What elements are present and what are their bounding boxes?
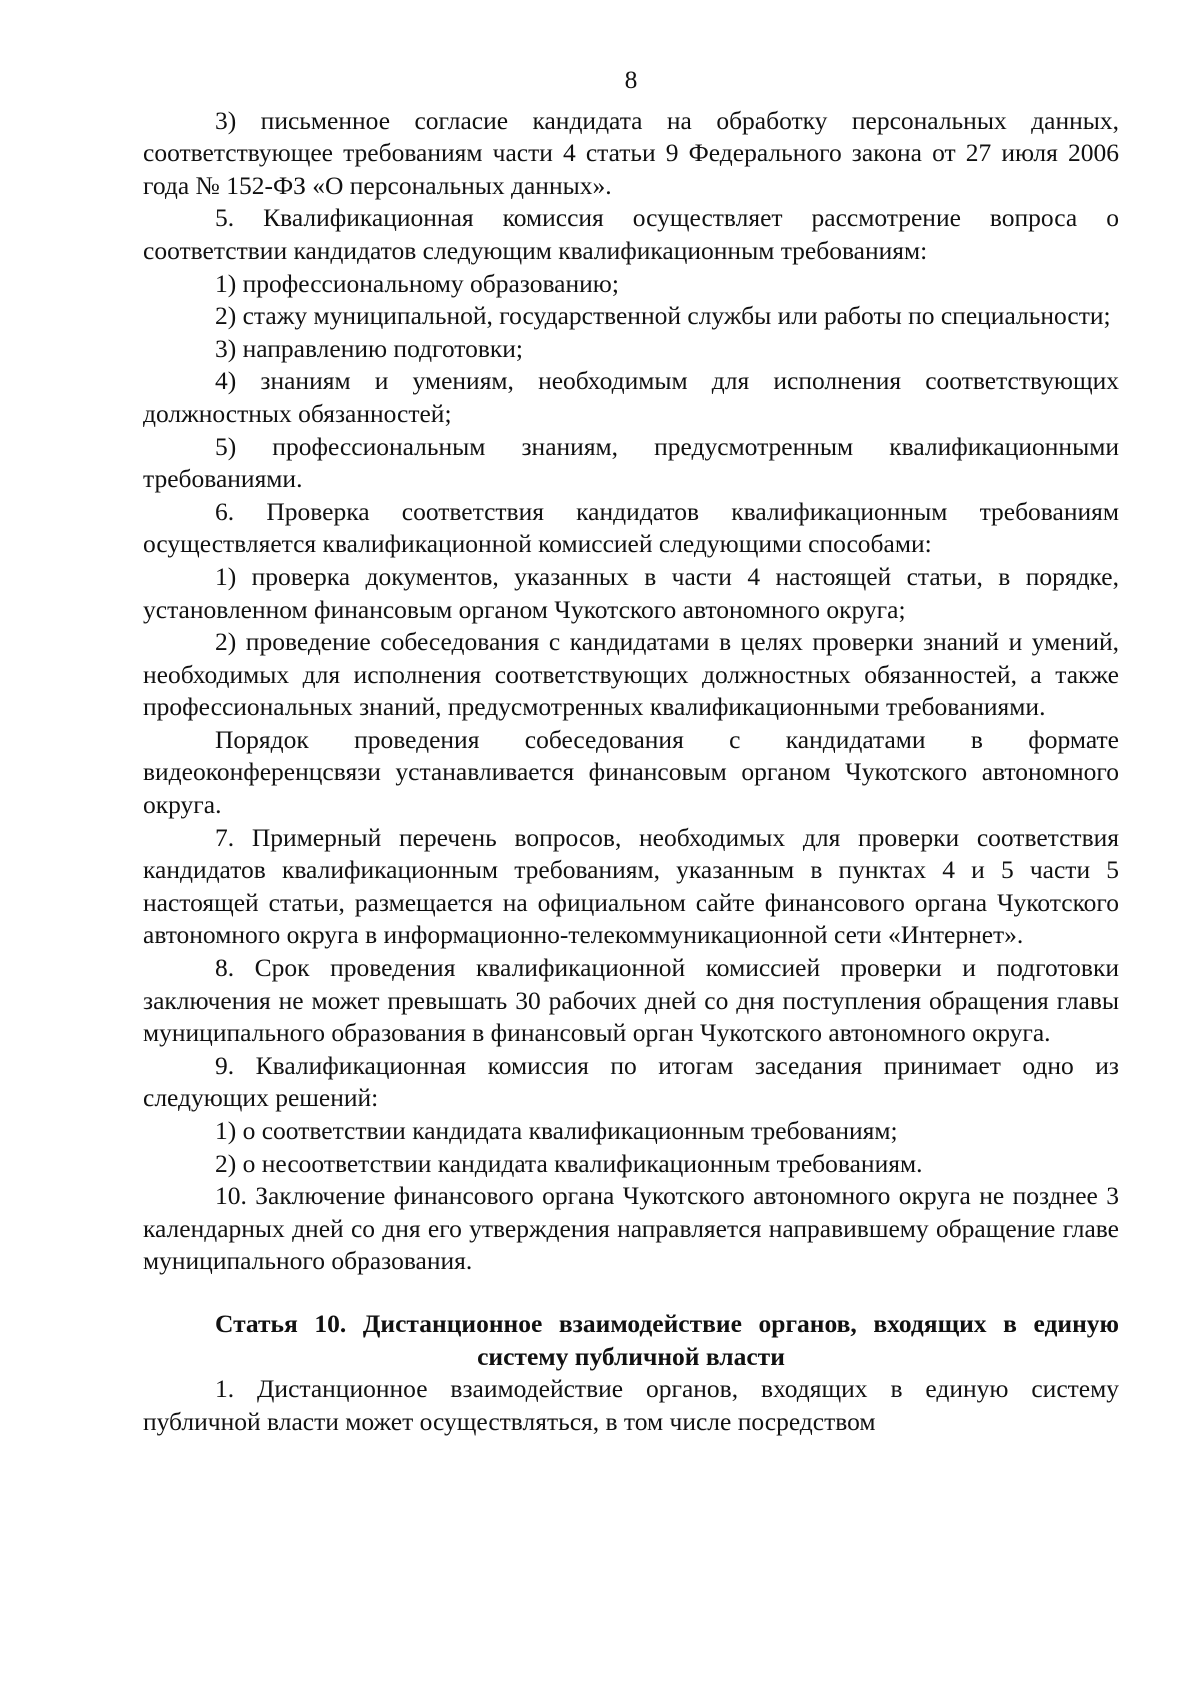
- paragraph: 1. Дистанционное взаимодействие органов, входящих в единую систему публичной власти может осуществляться, в том числе посредством: [143, 1374, 1119, 1436]
- paragraph: 6. Проверка соответствия кандидатов квалификационным требованиям осуществляется квалификационной комиссией следующими способами:: [143, 496, 1119, 559]
- paragraph: 2) о несоответствии кандидата квалификационным требованиям.: [215, 1148, 923, 1178]
- article-heading: Статья 10. Дистанционное взаимодействие органов, входящих в единую систему публичной власти: [215, 1308, 1119, 1371]
- paragraph: 4) знаниям и умениям, необходимым для исполнения соответствующих должностных обязанностей;: [143, 366, 1119, 428]
- paragraph: Порядок проведения собеседования с кандидатами в формате видеоконференцсвязи устанавливается финансовым органом Чукотского автономного округа.: [143, 724, 1119, 820]
- page-number: 8: [624, 65, 638, 94]
- paragraph: 1) о соответствии кандидата квалификационным требованиям;: [215, 1116, 898, 1145]
- section-gap: [143, 1278, 1119, 1308]
- document-page: [143, 64, 1119, 1684]
- paragraph: 7. Примерный перечень вопросов, необходимых для проверки соответствия кандидатов квалификационным требованиям, указанным в пунктах 4 и 5 части 5 настоящей статьи, размещается на официальном сайте финансового органа Чукотского автономного округа в информационно-телекоммуникационной сети «Интернет».: [143, 822, 1119, 950]
- paragraph: 1) профессиональному образованию;: [215, 268, 619, 298]
- paragraph: 3) письменное согласие кандидата на обработку персональных данных, соответствующее требованиям части 4 статьи 9 Федерального закона от 27 июля 2006 года № 152-ФЗ «О персональных данных».: [143, 105, 1119, 200]
- paragraph: 3) направлению подготовки;: [215, 333, 524, 363]
- paragraph: 8. Срок проведения квалификационной комиссией проверки и подготовки заключения не может превышать 30 рабочих дней со дня поступления обращения главы муниципального образования в финансовый орган Чукотского автономного округа.: [143, 953, 1119, 1048]
- paragraph: 5) профессиональным знаниям, предусмотренным квалификационными требованиями.: [143, 431, 1119, 494]
- paragraph: 1) проверка документов, указанных в части 4 настоящей статьи, в порядке, установленном финансовым органом Чукотского автономного округа;: [143, 561, 1119, 624]
- paragraph: 2) стажу муниципальной, государственной службы или работы по специальности;: [215, 301, 1111, 331]
- paragraph: 5. Квалификационная комиссия осуществляет рассмотрение вопроса о соответствии кандидатов следующим квалификационным требованиям:: [143, 203, 1119, 265]
- paragraph: 10. Заключение финансового органа Чукотского автономного округа не позднее 3 календарных дней со дня его утверждения направляется направившему обращение главе муниципального образования.: [143, 1181, 1119, 1276]
- paragraph: 9. Квалификационная комиссия по итогам заседания принимает одно из следующих решений:: [143, 1050, 1119, 1113]
- paragraph: 2) проведение собеседования с кандидатами в целях проверки знаний и умений, необходимых для исполнения соответствующих должностных обязанностей, а также профессиональных знаний, предусмотренных квалификационными требованиями.: [143, 627, 1119, 722]
